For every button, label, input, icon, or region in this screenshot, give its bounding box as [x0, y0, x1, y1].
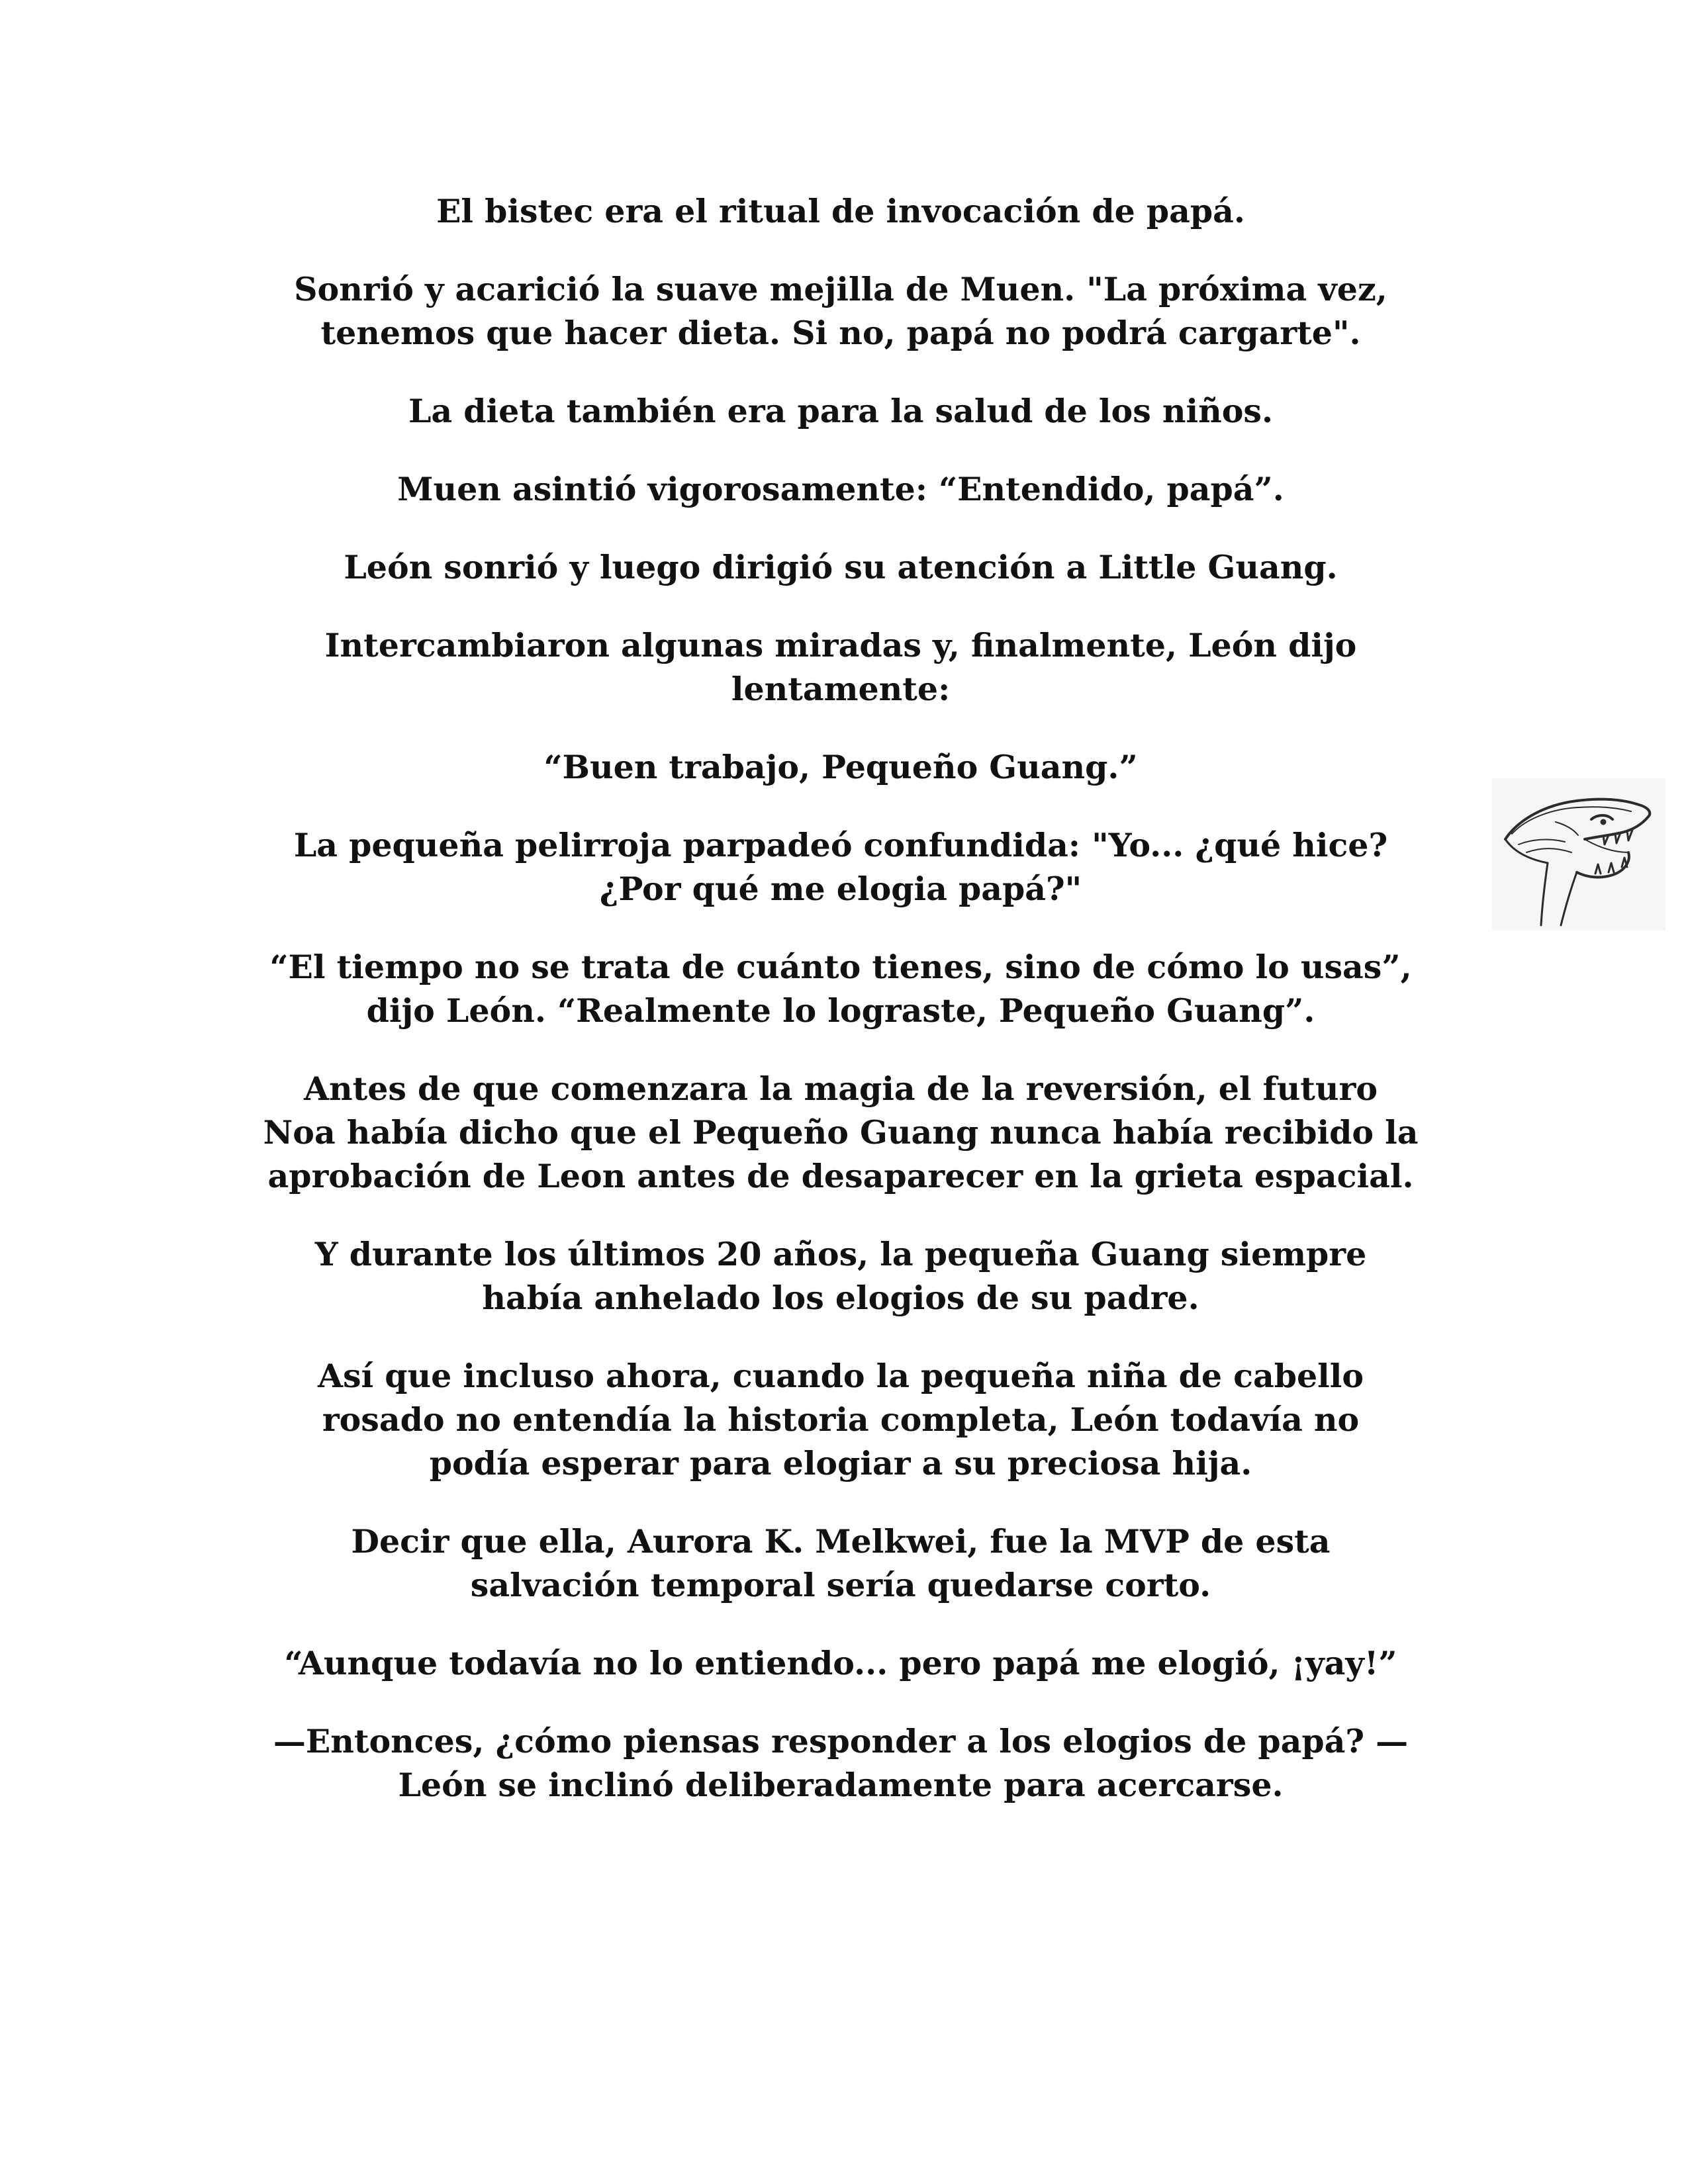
paragraph: “El tiempo no se trata de cuánto tienes, sino de cómo lo usas”, dijo León. “Realmente lo lograste, Pequeño Guang”.: [269, 948, 1412, 1030]
paragraph: —Entonces, ¿cómo piensas responder a los elogios de papá? — León se inclinó deliberadamente para acercarse.: [273, 1722, 1409, 1804]
dinosaur-head-sketch-icon: [1492, 778, 1665, 931]
paragraph: La pequeña pelirroja parpadeó confundida: "Yo... ¿qué hice? ¿Por qué me elogia papá?": [293, 826, 1388, 908]
paragraph: Intercambiaron algunas miradas y, finalmente, León dijo lentamente:: [324, 626, 1357, 708]
paragraph: “Buen trabajo, Pequeño Guang.”: [543, 748, 1138, 786]
paragraph: Decir que ella, Aurora K. Melkwei, fue la MVP de esta salvación temporal sería quedarse corto.: [351, 1522, 1331, 1604]
paragraph: El bistec era el ritual de invocación de papá.: [436, 192, 1245, 230]
paragraph: León sonrió y luego dirigió su atención a Little Guang.: [344, 548, 1338, 586]
paragraph: Antes de que comenzara la magia de la reversión, el futuro Noa había dicho que el Pequeño Guang nunca había recibido la aprobación de Leon antes de desaparecer en la grieta espacial.: [263, 1069, 1419, 1195]
paragraph: Muen asintió vigorosamente: “Entendido, papá”.: [397, 470, 1284, 508]
paragraph: Y durante los últimos 20 años, la pequeña Guang siempre había anhelado los elogios de su padre.: [314, 1235, 1367, 1317]
paragraph: Sonrió y acarició la suave mejilla de Muen. "La próxima vez, tenemos que hacer dieta. Si no, papá no podrá cargarte".: [294, 270, 1387, 352]
paragraph: “Aunque todavía no lo entiendo... pero papá me elogió, ¡yay!”: [284, 1644, 1397, 1682]
story-text: [199, 189, 1483, 1841]
paragraph: Así que incluso ahora, cuando la pequeña niña de cabello rosado no entendía la historia completa, León todavía no podía esperar para elogiar a su preciosa hija.: [317, 1357, 1364, 1482]
paragraph: La dieta también era para la salud de los niños.: [408, 392, 1274, 430]
